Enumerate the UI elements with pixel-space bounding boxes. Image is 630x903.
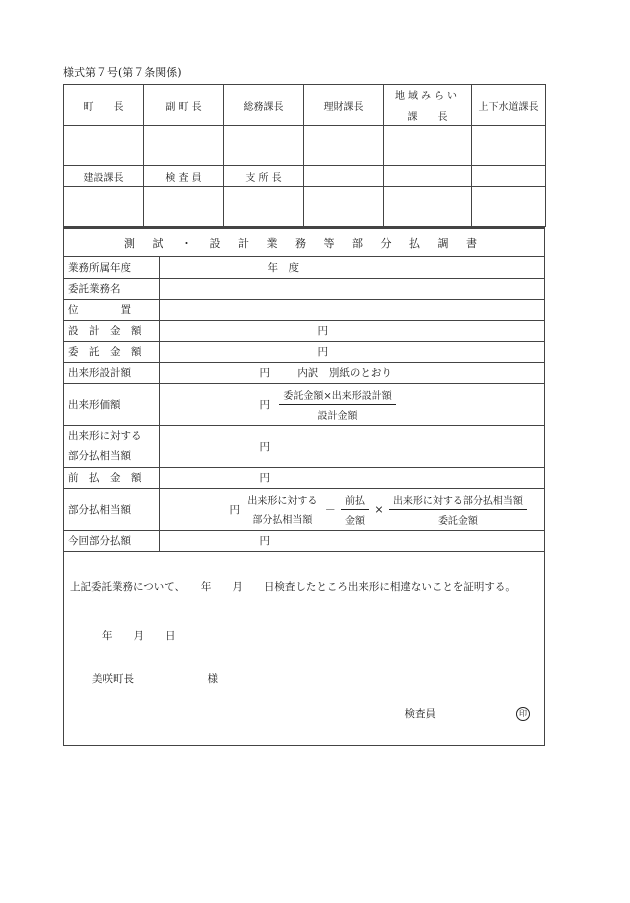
stamp-header-finance: 理財課長 <box>304 85 384 126</box>
this-payment-field[interactable]: 円 <box>159 530 544 551</box>
row-fiscal-year: 業務所属年度 年 度 <box>64 257 544 278</box>
stamp-box[interactable] <box>384 187 472 227</box>
stamp-box[interactable] <box>64 187 144 227</box>
stamp-header-empty <box>472 166 546 187</box>
stamp-box[interactable] <box>384 126 472 166</box>
row-location: 位 置 <box>64 299 544 320</box>
stamp-header-deputy-mayor: 副 町 長 <box>144 85 224 126</box>
completed-design-field[interactable]: 円 内訳 別紙のとおり <box>159 362 544 383</box>
location-field[interactable] <box>159 299 544 320</box>
row-contract-amount: 委 託 金 額 円 <box>64 341 544 362</box>
stamp-header-inspector: 検 査 員 <box>144 166 224 187</box>
stamp-header-empty <box>304 166 384 187</box>
partial-equivalent-field[interactable]: 円 <box>159 425 544 467</box>
row-completed-design: 出来形設計額 円 内訳 別紙のとおり <box>64 362 544 383</box>
row-this-payment: 今回部分払額 円 <box>64 530 544 551</box>
stamp-header-mayor: 町 長 <box>64 85 144 126</box>
stamp-box[interactable] <box>224 187 304 227</box>
stamp-box[interactable] <box>64 126 144 166</box>
row-work-name: 委託業務名 <box>64 278 544 299</box>
row-partial-amount: 部分払相当額 円 出来形に対する 部分払相当額 － $\frac{\text{前払}}{\text{金額}}$ × $\frac{\text{出来形に対する部分払相当額}}{\text{委託金額}}$ <box>64 488 544 530</box>
stamp-header-construction: 建設課長 <box>64 166 144 187</box>
fiscal-year-field[interactable]: 年 度 <box>159 257 544 278</box>
stamp-box[interactable] <box>144 187 224 227</box>
form-title: 測 試 ・ 設 計 業 務 等 部 分 払 調 書 <box>64 227 544 257</box>
design-amount-field[interactable]: 円 <box>159 320 544 341</box>
stamp-box[interactable] <box>472 126 546 166</box>
certification-text: 上記委託業務について、 年 月 日検査したところ出来形に相違ないことを証明する。 <box>70 580 516 593</box>
inspector-signature: 検査員 印 <box>405 706 531 721</box>
addressee: 美咲町長 様 <box>92 672 218 685</box>
partial-amount-field[interactable]: 円 出来形に対する 部分払相当額 － $\frac{\text{前払}}{\text{金額}}$ × $\frac{\text{出来形に対する部分払相当額}}{\text{委託金額}}$ <box>159 488 544 530</box>
certification-date: 年 月 日 <box>102 629 176 642</box>
stamp-header-regional-future: 地域みらい 課 長 <box>384 85 472 126</box>
stamp-box[interactable] <box>304 126 384 166</box>
completed-value-formula: $\frac{\text{委託金額×出来形設計額}}{\text{設計金額}}$ <box>279 387 395 422</box>
term-ratio: $\frac{\text{出来形に対する部分払相当額}}{\text{委託金額}}$ <box>389 492 527 527</box>
stamp-box[interactable] <box>304 187 384 227</box>
partial-payment-form <box>63 226 545 746</box>
completed-value-field[interactable]: 円 $\frac{\text{委託金額×出来形設計額}}{\text{設計金額}}$ <box>159 383 544 425</box>
contract-amount-field[interactable]: 円 <box>159 341 544 362</box>
seal-icon: 印 <box>516 707 530 721</box>
row-completed-value: 出来形価額 円 $\frac{\text{委託金額×出来形設計額}}{\text{設計金額}}$ <box>64 383 544 425</box>
row-partial-equivalent: 出来形に対する 部分払相当額 円 <box>64 425 544 467</box>
work-name-field[interactable] <box>159 278 544 299</box>
stamp-box[interactable] <box>144 126 224 166</box>
row-advance: 前 払 金 額 円 <box>64 467 544 488</box>
breakdown-note: 内訳 別紙のとおり <box>297 367 392 379</box>
term-partial-equiv: 出来形に対する 部分払相当額 <box>247 496 318 526</box>
stamp-header-general-affairs: 総務課長 <box>224 85 304 126</box>
stamp-box[interactable] <box>224 126 304 166</box>
approval-stamp-table <box>63 84 546 227</box>
stamp-header-empty <box>384 166 472 187</box>
form-rows <box>64 257 544 552</box>
advance-field[interactable]: 円 <box>159 467 544 488</box>
stamp-box[interactable] <box>472 187 546 227</box>
form-number-label: 様式第７号(第７条関係) <box>63 66 182 79</box>
stamp-header-water-sewer: 上下水道課長 <box>472 85 546 126</box>
term-advance: $\frac{\text{前払}}{\text{金額}}$ <box>341 492 369 527</box>
row-design-amount: 設 計 金 額 円 <box>64 320 544 341</box>
stamp-header-branch-manager: 支 所 長 <box>224 166 304 187</box>
